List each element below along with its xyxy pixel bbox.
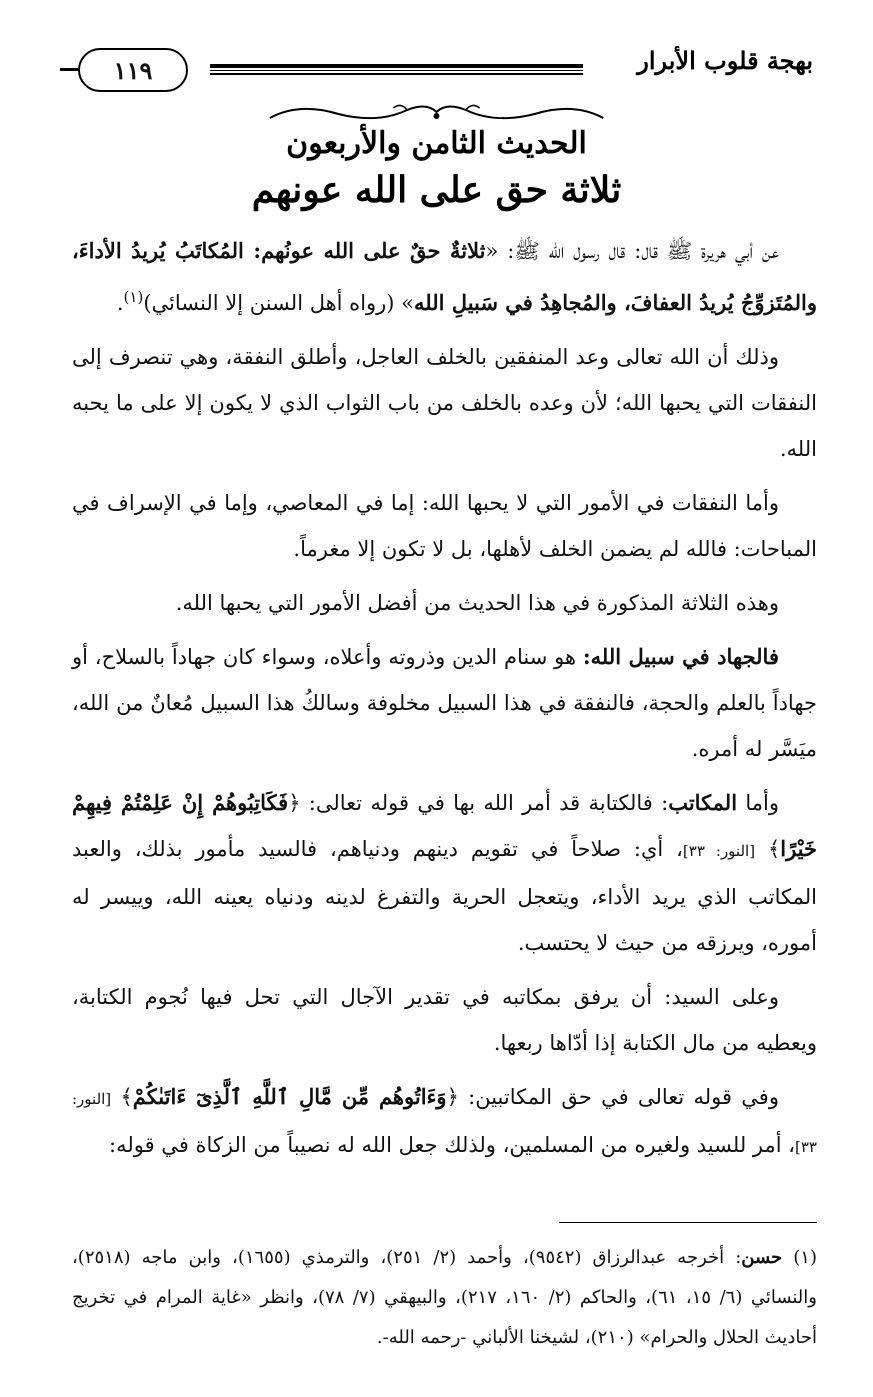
mukatab-text2: ، أي: صلاحاً في تقويم دينهم ودنياهم، فالسيد مأمور بذلك، والعبد المكاتب الذي يريد الأداء، ويتعجل الحرية والتفرغ لدينه ودنياه يعينه الله، وييسر له أموره، ويرزقه من حيث لا يحتسب. xyxy=(72,837,817,955)
hadith-title-block xyxy=(180,100,693,218)
footnote-divider xyxy=(559,1222,817,1223)
footnote-grade: حسن xyxy=(741,1247,783,1268)
paragraph-jihad xyxy=(72,634,817,772)
verse-2-ref: [النور: ٣٣] xyxy=(72,1090,817,1156)
verse-1-ref: [النور: ٣٣] xyxy=(682,842,756,860)
footnote-text: : أخرجه عبدالرزاق (٩٥٤٢)، وأحمد (٢/ ٢٥١)، والترمذي (١٦٥٥)، وابن ماجه (٢٥١٨)، والنسائي (٦/ ١٥، ٦١)، والحاكم (٢/ ١٦٠، ٢١٧)، والبيهقي (٧/ ٧٨)، وانظر «غاية المرام في تخريج أحاديث الحلال والحرام» (٢١٠)، لشيخنا الألباني -رحمه الله-. xyxy=(72,1247,817,1348)
paragraph-3: وأما النفقات في الأمور التي لا يحبها الله: إما في المعاصي، وإما في الإسراف في المباحات: فالله لم يضمن الخلف لأهلها، بل لا تكون إلا مغرماً. xyxy=(72,491,817,561)
hadith-text: ثلاثةٌ حقٌ على الله عونُهم: المُكاتَبُ يُريدُ الأداءَ، والمُتَزوِّجُ يُريدُ العفافَ، والمُجاهِدُ في سَبيلِ الله xyxy=(72,238,817,315)
mukatab-text1: : فالكتابة قد أمر الله بها في قوله تعالى: ﴿ xyxy=(288,791,669,815)
paragraph-4: وهذه الثلاثة المذكورة في هذا الحديث من أفضل الأمور التي يحبها الله. xyxy=(175,591,779,615)
paragraph-mukatab xyxy=(72,780,817,966)
quran-verse-1: فَكَاتِبُوهُمْ إِنْ عَلِمْتُمْ فِيهِمْ خَيْرًا xyxy=(72,790,818,861)
page-header xyxy=(60,40,813,102)
hadith-intro: عن أبي هريرة ﷺ قال: قال رسول الله ﷺ: « xyxy=(485,239,779,263)
mukatab-term: المكاتب xyxy=(668,790,738,815)
verse-2-lead: وفي قوله تعالى في حق المكاتبين: ﴿ xyxy=(446,1085,779,1109)
page-number-cap xyxy=(60,68,78,79)
header-rule xyxy=(210,64,583,75)
hadith-end: . xyxy=(116,291,124,315)
jihad-term: فالجهاد في سبيل الله: xyxy=(582,644,779,669)
footnote-number: (١) xyxy=(782,1247,817,1268)
paragraph-hadith xyxy=(72,228,817,326)
paragraph-2: وذلك أن الله تعالى وعد المنفقين بالخلف العاجل، وأطلق النفقة، وهي تنصرف إلى النفقات التي يحبها الله؛ لأن وعده بالخلف من باب الثواب الذي لا يكون إلا على ما يحبه الله. xyxy=(72,345,817,461)
page-number-text: ١١٩ xyxy=(113,55,153,85)
page-number xyxy=(78,48,188,92)
paragraph-verse xyxy=(72,1074,817,1170)
hadith-closing: » (رواه أهل السنن إلا النسائي) xyxy=(143,291,415,315)
paragraph-master: وعلى السيد: أن يرفق بمكاتبه في تقدير الآجال التي تحل فيها نُجوم الكتابة، ويعطيه من مال الكتابة إذا أدّاها ربعها. xyxy=(72,985,817,1055)
book-title: بهجة قلوب الأبرار xyxy=(637,46,813,75)
ornament-icon xyxy=(260,100,613,126)
mukatab-lead: وأما xyxy=(737,791,779,815)
footnote-ref: (١) xyxy=(123,288,144,306)
verse-2-text: ، أمر للسيد ولغيره من المسلمين، ولذلك جعل الله له نصيباً من الزكاة في قوله: xyxy=(109,1133,796,1157)
verse-1-end: ﴾ xyxy=(755,837,781,861)
hadith-subtitle: ثلاثة حق على الله عونهم xyxy=(251,169,622,211)
quran-verse-2: وَءَاتُوهُم مِّن مَّالِ ٱللَّهِ ٱلَّذِىٓ ءَاتَىٰكُمْ xyxy=(132,1084,447,1109)
verse-2-end: ﴾ xyxy=(111,1085,133,1109)
main-text xyxy=(72,228,817,1178)
footnotes xyxy=(72,1238,817,1358)
jihad-text: هو سنام الدين وذروته وأعلاه، وسواء كان جهاداً بالسلاح، أو جهاداً بالعلم والحجة، فالنفقة في هذا السبيل مخلوفة وسالكُ هذا السبيل مُعانٌ من الله، ميَسَّر له أمره. xyxy=(72,645,817,761)
hadith-number-title: الحديث الثامن والأربعون xyxy=(286,126,587,161)
